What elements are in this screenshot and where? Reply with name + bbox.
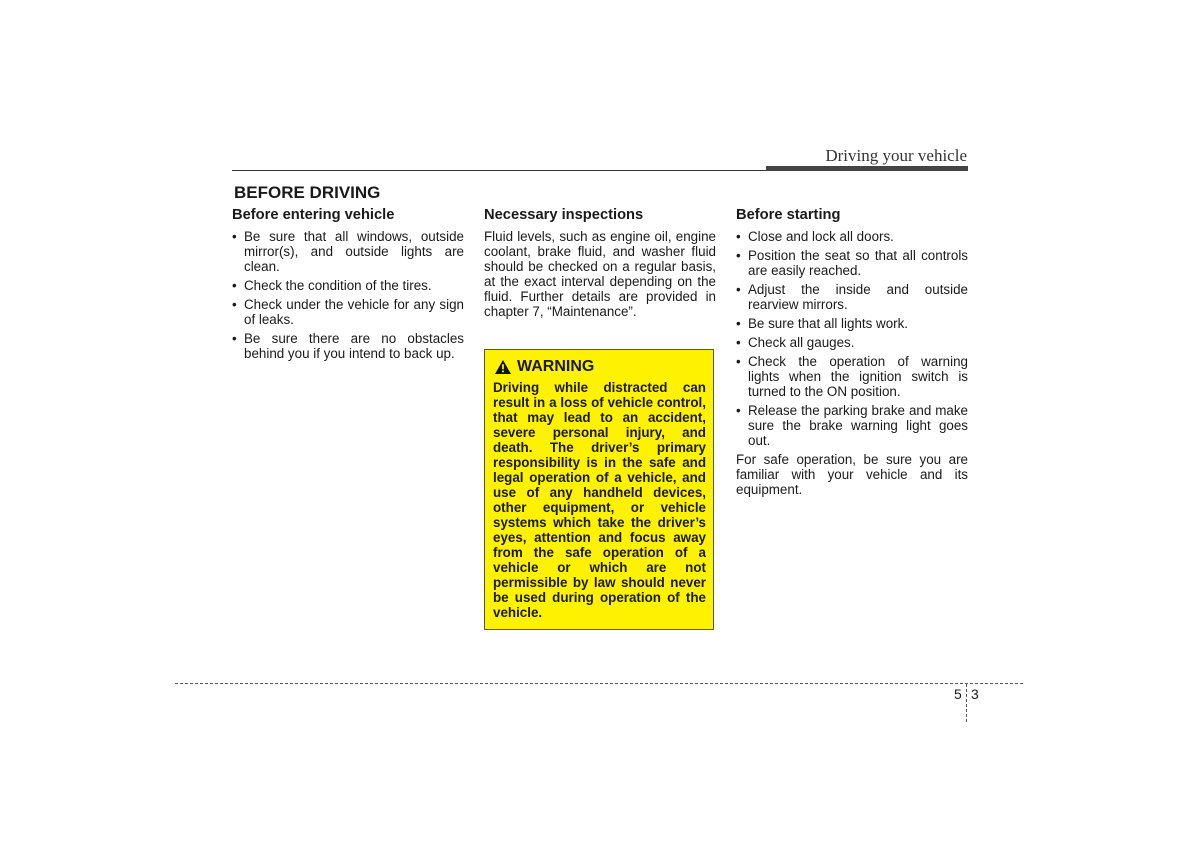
list-item: • Adjust the inside and outside rearview mirrors.: [736, 282, 968, 312]
warning-box: [484, 349, 714, 630]
list-item: • Check all gauges.: [736, 335, 855, 350]
bullet-icon: •: [736, 316, 741, 331]
bullet-icon: •: [736, 229, 741, 244]
checklist: [736, 229, 968, 448]
column-heading: Necessary inspections: [484, 207, 644, 223]
inspection-paragraph: Fluid levels, such as engine oil, engine coolant, brake fluid, and washer fluid should be checked on a regular basis, at the exact interval depending on the fluid. Further details are provided in chapter 7, “Maintenance”.: [484, 229, 716, 319]
section-number: 5: [954, 686, 962, 702]
bullet-icon: •: [736, 335, 741, 350]
warning-header: [495, 358, 706, 376]
bullet-icon: •: [736, 248, 741, 263]
bullet-icon: •: [736, 354, 741, 369]
bullet-icon: •: [232, 278, 237, 293]
bullet-icon: •: [232, 229, 237, 244]
list-item: • Be sure that all windows, outside mirror(s), and outside lights are clean.: [232, 229, 464, 274]
column-before-starting: [736, 207, 968, 497]
warning-text: Driving while distracted can result in a loss of vehicle control, that may lead to an accident, severe personal injury, and death. The driver’s primary responsibility is in the safe and legal operation of a vehicle, and use of any handheld devices, other equipment, or vehicle systems which take the driver’s eyes, attention and focus away from the safe operation of a vehicle or which are not permissible by law should never be used during operation of the vehicle.: [493, 380, 706, 620]
column-necessary-inspections: [484, 207, 716, 319]
warning-title: WARNING: [517, 358, 595, 375]
section-title: BEFORE DRIVING: [234, 183, 381, 202]
page-number-divider: [966, 684, 967, 722]
page-number: 3: [971, 686, 979, 702]
list-item: • Close and lock all doors.: [736, 229, 894, 244]
list-item: • Check under the vehicle for any sign of leaks.: [232, 297, 464, 327]
list-item: • Check the condition of the tires.: [232, 278, 432, 293]
bullet-icon: •: [736, 282, 741, 297]
warning-triangle-icon: [495, 360, 511, 374]
column-heading: Before entering vehicle: [232, 207, 395, 223]
list-item: • Release the parking brake and make sure the brake warning light goes out.: [736, 403, 968, 448]
safety-paragraph: For safe operation, be sure you are familiar with your vehicle and its equipment.: [736, 452, 968, 497]
list-item: • Check the operation of warning lights when the ignition switch is turned to the ON position.: [736, 354, 968, 399]
list-item: • Be sure there are no obstacles behind you if you intend to back up.: [232, 331, 464, 361]
header-rule-accent: [766, 166, 968, 171]
checklist: [232, 229, 464, 361]
bullet-icon: •: [736, 403, 741, 418]
footer-rule: [175, 683, 1023, 684]
list-item: • Position the seat so that all controls are easily reached.: [736, 248, 968, 278]
column-before-entering: [232, 207, 464, 365]
list-item: • Be sure that all lights work.: [736, 316, 909, 331]
bullet-icon: •: [232, 297, 237, 312]
bullet-icon: •: [232, 331, 237, 346]
column-heading: Before starting: [736, 207, 841, 223]
header-title: Driving your vehicle: [825, 146, 967, 165]
